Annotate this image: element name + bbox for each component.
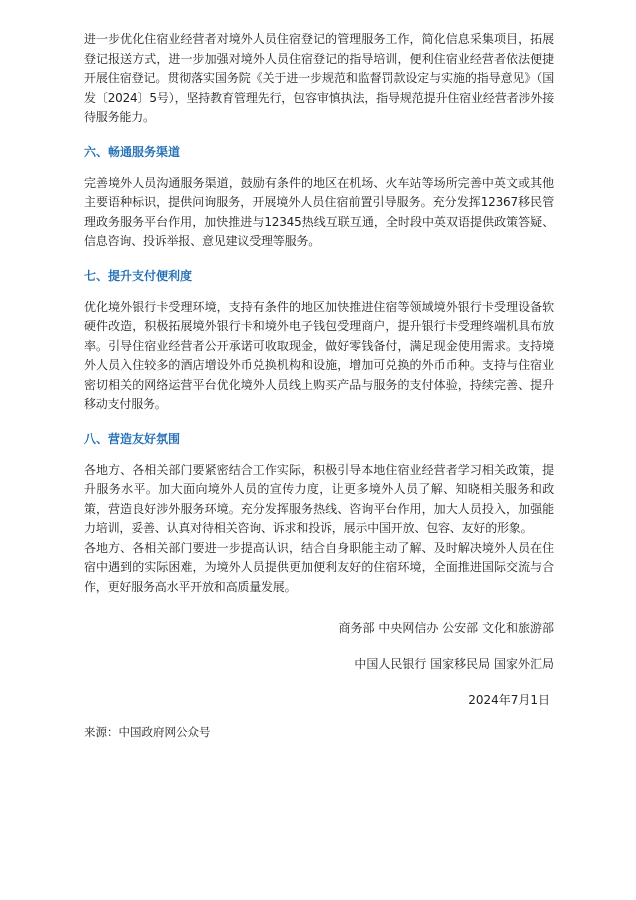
section-heading-7: 七、提升支付便利度 bbox=[84, 268, 193, 283]
section-heading-6: 六、畅通服务渠道 bbox=[84, 144, 181, 159]
section-6-paragraph: 完善境外人员沟通服务渠道，鼓励有条件的地区在机场、火车站等场所完善中英文或其他主要语种标识，提供问询服务，开展境外人员住宿前置引导服务。充分发挥12367移民管理政务服务平台作用，加快推进与12345热线互联互通，全时段中英双语提供政策答疑、信息咨询、投诉举报、意见建议受理等服务。 bbox=[84, 175, 554, 248]
document-body bbox=[84, 30, 554, 741]
signature-line-1: 商务部 中央网信办 公安部 文化和旅游部 bbox=[338, 621, 554, 635]
source-line: 来源：中国政府网公众号 bbox=[84, 725, 211, 739]
section-8-paragraph-1: 各地方、各相关部门要紧密结合工作实际，积极引导本地住宿业经营者学习相关政策，提升服务水平。加大面向境外人员的宣传力度，让更多境外人员了解、知晓相关服务和政策，营造良好涉外服务环境。充分发挥服务热线、咨询平台作用，加大人员投入，加强能力培训，妥善、认真对待相关咨询、诉求和投诉，展示中国开放、包容、友好的形象。 bbox=[84, 462, 554, 535]
section-8-paragraph-2: 各地方、各相关部门要进一步提高认识，结合自身职能主动了解、及时解决境外人员在住宿中遇到的实际困难，为境外人员提供更加便利友好的住宿环境，全面推进国际交流与合作，更好服务高水平开放和高质量发展。 bbox=[84, 540, 554, 594]
document-date: 2024年7月1日 bbox=[468, 693, 550, 707]
intro-paragraph: 进一步优化住宿业经营者对境外人员住宿登记的管理服务工作，简化信息采集项目，拓展登记报送方式，进一步加强对境外人员住宿登记的指导培训，便利住宿业经营者依法便捷开展住宿登记。贯彻落实国务院《关于进一步规范和监督罚款设定与实施的指导意见》（国发〔2024〕5号），坚持教育管理先行，包容审慎执法，指导规范提升住宿业经营者涉外接待服务能力。 bbox=[84, 32, 554, 124]
signature-line-2: 中国人民银行 国家移民局 国家外汇局 bbox=[354, 657, 554, 671]
section-7-paragraph: 优化境外银行卡受理环境，支持有条件的地区加快推进住宿等领域境外银行卡受理设备软硬件改造，积极拓展境外银行卡和境外电子钱包受理商户，提升银行卡受理终端机具布放率。引导住宿业经营者公开承诺可收取现金，做好零钱备付，满足现金使用需求。支持境外人员入住较多的酒店增设外币兑换机构和设施，增加可兑换的外币币种。支持与住宿业密切相关的网络运营平台优化境外人员线上购买产品与服务的支付体验，持续完善、提升移动支付服务。 bbox=[84, 299, 554, 411]
section-heading-8: 八、营造友好氛围 bbox=[84, 431, 181, 446]
